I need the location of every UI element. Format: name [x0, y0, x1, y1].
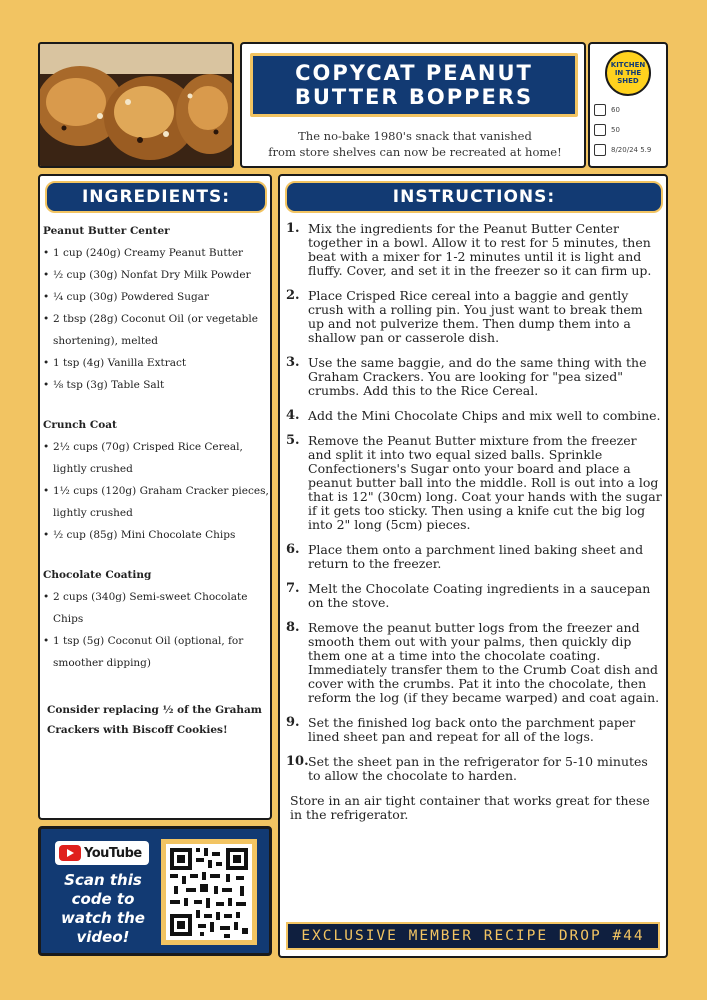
- step-number: 4.: [286, 408, 300, 423]
- instruction-step: [286, 543, 662, 571]
- peanut-butter-boppers-photo: [40, 44, 234, 168]
- step-number: 6.: [286, 542, 300, 557]
- meta-servings: [594, 102, 662, 118]
- ingredient-item: • 1 tsp (4g) Vanilla Extract: [43, 352, 269, 374]
- instruction-step: [286, 356, 662, 398]
- instructions-list: [286, 222, 662, 822]
- meta-panel: [588, 42, 668, 168]
- ingredient-item: • ¼ cup (30g) Powdered Sugar: [43, 286, 269, 308]
- ingredient-group-title: Chocolate Coating: [43, 569, 152, 581]
- step-text: Melt the Chocolate Coating ingredients in a saucepan on the stove.: [308, 581, 651, 610]
- ingredient-item: • 2½ cups (70g) Crisped Rice Cereal, lightly crushed: [43, 436, 269, 480]
- meta-date: [594, 142, 662, 158]
- logo-line-3: SHED: [617, 77, 639, 85]
- step-text: Remove the Peanut Butter mixture from the freezer and split it into two equal sized balls. Sprinkle Confectioners's Sugar onto your board and place a peanut butter ball into the middle. Roll is out into a log that is 12" (30cm) long. Coat your hands with the sugar if it gets too sticky. Then using a knife cut the big log into 2" long (5cm) pieces.: [308, 433, 662, 532]
- scan-cta: [49, 871, 157, 947]
- meta-time: [594, 122, 662, 138]
- ingredients-panel: [38, 174, 272, 820]
- logo-line-2: IN THE: [614, 69, 642, 77]
- instruction-step: [286, 755, 662, 783]
- ingredient-item: • 2 tbsp (28g) Coconut Oil (or vegetable shortening), melted: [43, 308, 269, 352]
- ingredients-heading: INGREDIENTS:: [45, 181, 267, 213]
- ingredient-item: • ½ cup (85g) Mini Chocolate Chips: [43, 524, 269, 546]
- ingredient-item: • ½ cup (30g) Nonfat Dry Milk Powder: [43, 264, 269, 286]
- instruction-step: [286, 222, 662, 278]
- scan-cta-line-1: Scan this: [64, 871, 142, 889]
- kitchen-in-the-shed-logo: [605, 50, 651, 96]
- ingredients-list: [43, 220, 269, 740]
- calendar-icon: [594, 144, 606, 156]
- ingredient-group-items: [43, 436, 269, 546]
- step-text: Use the same baggie, and do the same thing with the Graham Crackers. You are looking for "pea sized" crumbs. Add this to the Rice Cereal.: [308, 355, 647, 398]
- step-number: 7.: [286, 581, 300, 596]
- ingredient-group-items: [43, 242, 269, 396]
- title-banner: [250, 53, 578, 117]
- instruction-step: [286, 434, 662, 532]
- scan-cta-line-3: watch the: [61, 909, 145, 927]
- time-icon: [594, 124, 606, 136]
- step-number: 8.: [286, 620, 300, 635]
- ingredient-group-title: Peanut Butter Center: [43, 225, 170, 237]
- qr-code-frame: [161, 839, 257, 945]
- step-text: Place Crisped Rice cereal into a baggie and gently crush with a rolling pin. You just want to break them up and not pulverize them. Then dump them into a shallow pan or casserole dish.: [308, 288, 643, 345]
- recipe-photo: [38, 42, 234, 168]
- instruction-step: [286, 716, 662, 744]
- step-number: 3.: [286, 355, 300, 370]
- meta-servings-value: 60: [611, 106, 620, 114]
- subtitle-line-1: The no-bake 1980's snack that vanished: [298, 129, 532, 143]
- step-text: Add the Mini Chocolate Chips and mix well to combine.: [308, 408, 661, 423]
- recipe-title-line-2: BUTTER BOPPERS: [294, 85, 534, 109]
- title-panel: [240, 42, 586, 168]
- ingredient-item: • 1½ cups (120g) Graham Cracker pieces, lightly crushed: [43, 480, 269, 524]
- instructions-panel: [278, 174, 668, 958]
- meta-time-value: 50: [611, 126, 620, 134]
- scan-cta-line-4: video!: [76, 928, 130, 946]
- instructions-heading: INSTRUCTIONS:: [285, 181, 663, 213]
- subtitle-line-2: from store shelves can now be recreated at home!: [268, 145, 562, 159]
- ingredient-item: • 2 cups (340g) Semi-sweet Chocolate Chips: [43, 586, 269, 630]
- youtube-panel: [38, 826, 272, 956]
- step-number: 2.: [286, 288, 300, 303]
- youtube-play-icon: [59, 845, 81, 861]
- servings-icon: [594, 104, 606, 116]
- exclusive-member-banner: EXCLUSIVE MEMBER RECIPE DROP #44: [286, 922, 660, 950]
- qr-code-icon[interactable]: [166, 844, 252, 940]
- meta-date-value: 8/20/24 5.9: [611, 146, 652, 154]
- step-number: 9.: [286, 715, 300, 730]
- ingredient-group-items: [43, 586, 269, 674]
- youtube-wordmark: YouTube: [84, 845, 142, 861]
- ingredient-item: • 1 cup (240g) Creamy Peanut Butter: [43, 242, 269, 264]
- ingredient-tip: Consider replacing ½ of the Graham Crackers with Biscoff Cookies!: [47, 704, 262, 736]
- storage-note: Store in an air tight container that works great for these in the refrigerator.: [290, 793, 650, 822]
- youtube-logo[interactable]: [55, 841, 149, 865]
- step-text: Place them onto a parchment lined baking sheet and return to the freezer.: [308, 542, 644, 571]
- step-text: Mix the ingredients for the Peanut Butter Center together in a bowl. Allow it to rest for 5 minutes, then beat with a mixer for 1-2 minutes until it is light and fluffy. Cover, and set it in the freezer so it can firm up.: [308, 221, 652, 278]
- instruction-step: [286, 621, 662, 705]
- step-number: 1.: [286, 221, 300, 236]
- instruction-step: [286, 582, 662, 610]
- instruction-step: [286, 409, 662, 423]
- ingredient-item: • 1 tsp (5g) Coconut Oil (optional, for smoother dipping): [43, 630, 269, 674]
- instruction-step: [286, 289, 662, 345]
- step-text: Set the finished log back onto the parchment paper lined sheet pan and repeat for all of the logs.: [308, 715, 636, 744]
- ingredient-group-title: Crunch Coat: [43, 419, 117, 431]
- ingredient-item: • ⅛ tsp (3g) Table Salt: [43, 374, 269, 396]
- scan-cta-line-2: code to: [71, 890, 135, 908]
- step-number: 10.: [286, 754, 309, 769]
- step-text: Remove the peanut butter logs from the freezer and smooth them out with your palms, then quickly dip them one at a time into the chocolate coating. Immediately transfer them to the Crumb Coat dish and cover with the crumbs. Pat it into the chocolate, then reform the log (if they became warped) and coat again.: [308, 620, 660, 705]
- logo-line-1: KITCHEN: [610, 61, 646, 69]
- recipe-subtitle: [252, 128, 578, 160]
- step-text: Set the sheet pan in the refrigerator for 5-10 minutes to allow the chocolate to harden.: [308, 754, 648, 783]
- recipe-title-line-1: COPYCAT PEANUT: [295, 61, 533, 85]
- step-number: 5.: [286, 433, 300, 448]
